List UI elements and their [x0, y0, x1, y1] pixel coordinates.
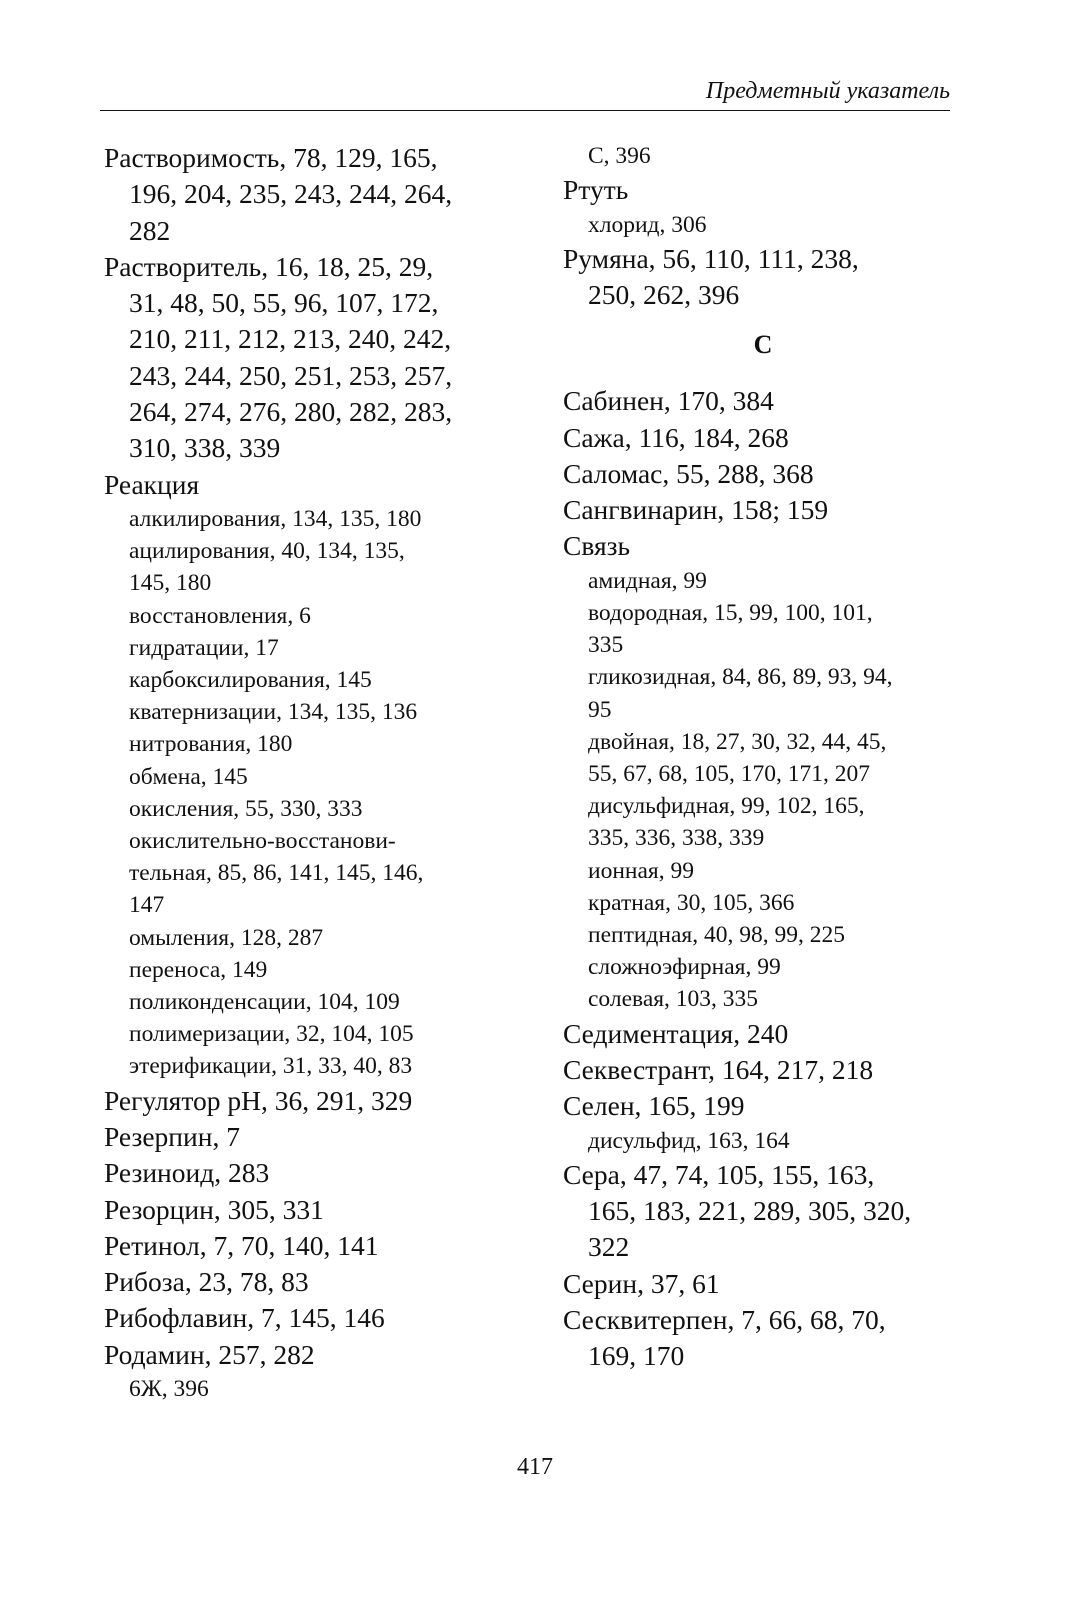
index-entry: Рибоза, 23, 78, 83: [104, 1266, 309, 1298]
index-entry: Сангвинарин, 158; 159: [563, 494, 829, 526]
index-entry: Секвестрант, 164, 217, 218: [563, 1053, 874, 1085]
index-subentry: карбоксилирования, 145: [129, 666, 372, 693]
index-subentry: гликозидная, 84, 86, 89, 93, 94,: [588, 664, 893, 691]
section-letter: С: [753, 330, 773, 360]
index-subentry: ацилирования, 40, 134, 135,: [129, 538, 405, 565]
index-subentry: 335, 336, 338, 339: [588, 825, 765, 852]
index-subentry: 310, 338, 339: [129, 432, 281, 464]
index-entry: Сабинен, 170, 384: [563, 385, 774, 417]
index-entry: Резерпин, 7: [104, 1120, 240, 1152]
index-group-s: [563, 383, 963, 1374]
index-subentry: восстановления, 6: [129, 602, 311, 629]
index-subentry: 264, 274, 276, 280, 282, 283,: [129, 396, 453, 428]
index-entry: Реакция: [104, 468, 200, 500]
index-subentry: солевая, 103, 335: [588, 986, 759, 1013]
index-subentry: 250, 262, 396: [588, 279, 740, 310]
index-subentry: водородная, 15, 99, 100, 101,: [588, 599, 873, 626]
index-subentry: кратная, 30, 105, 366: [588, 889, 795, 916]
index-subentry: окисления, 55, 330, 333: [129, 795, 363, 822]
index-subentry: гидратации, 17: [129, 634, 279, 661]
index-subentry: хлорид, 306: [588, 211, 707, 238]
index-entry: Растворимость, 78, 129, 165,: [104, 142, 438, 173]
index-subentry: ионная, 99: [588, 857, 694, 884]
index-subentry: 147: [129, 892, 165, 919]
index-column-right: [563, 140, 963, 1375]
index-subentry: дисульфид, 163, 164: [588, 1127, 790, 1154]
index-entry: Румяна, 56, 110, 111, 238,: [563, 242, 859, 274]
index-entry: Саломас, 55, 288, 368: [563, 457, 814, 489]
index-subentry: омыления, 128, 287: [129, 924, 324, 951]
running-header: Предметный указатель: [100, 76, 950, 111]
index-subentry: алкилирования, 134, 135, 180: [129, 505, 422, 532]
index-subentry: 322: [588, 1231, 630, 1263]
index-group-r: [563, 140, 963, 313]
index-subentry: 31, 48, 50, 55, 96, 107, 172,: [129, 287, 439, 319]
index-subentry: переноса, 149: [129, 956, 268, 983]
index-subentry: амидная, 99: [588, 567, 707, 594]
index-column-left: [104, 140, 524, 1405]
index-entry: Серин, 37, 61: [563, 1267, 720, 1299]
index-subentry: нитрования, 180: [129, 731, 293, 758]
index-entry: Седиментация, 240: [563, 1017, 789, 1049]
index-entry: Родамин, 257, 282: [104, 1338, 315, 1370]
index-entry: Растворитель, 16, 18, 25, 29,: [104, 250, 434, 282]
index-subentry: сложноэфирная, 99: [588, 954, 781, 981]
page-number: 417: [517, 1454, 553, 1480]
index-subentry: 145, 180: [129, 570, 212, 597]
index-subentry: тельная, 85, 86, 141, 145, 146,: [129, 860, 424, 887]
index-subentry: 196, 204, 235, 243, 244, 264,: [129, 178, 453, 210]
index-subentry: поликонденсации, 104, 109: [129, 989, 400, 1016]
index-subentry: 169, 170: [588, 1340, 685, 1372]
index-entry: Селен, 165, 199: [563, 1090, 745, 1122]
index-subentry: 282: [129, 214, 171, 246]
index-subentry: 243, 244, 250, 251, 253, 257,: [129, 359, 453, 391]
index-entry: Резиноид, 283: [104, 1157, 270, 1189]
index-subentry: двойная, 18, 27, 30, 32, 44, 45,: [588, 728, 887, 755]
index-subentry: 95: [588, 696, 612, 723]
index-entry: Сесквитерпен, 7, 66, 68, 70,: [563, 1303, 886, 1335]
index-entry: Сажа, 116, 184, 268: [563, 421, 789, 453]
index-subentry: обмена, 145: [129, 763, 248, 790]
index-subentry: полимеризации, 32, 104, 105: [129, 1021, 414, 1048]
index-entry: Связь: [563, 530, 631, 562]
index-subentry: 6Ж, 396: [129, 1376, 209, 1402]
index-entry: Резорцин, 305, 331: [104, 1193, 324, 1225]
index-subentry: дисульфидная, 99, 102, 165,: [588, 793, 865, 820]
index-subentry: 210, 211, 212, 213, 240, 242,: [129, 323, 452, 355]
index-entry: Сера, 47, 74, 105, 155, 163,: [563, 1158, 875, 1190]
index-subentry: С, 396: [588, 143, 651, 169]
index-entry: Регулятор pH, 36, 291, 329: [104, 1084, 413, 1116]
index-subentry: кватернизации, 134, 135, 136: [129, 699, 418, 726]
index-subentry: 335: [588, 632, 624, 659]
index-subentry: окислительно-восстанови-: [129, 828, 396, 854]
index-subentry: 55, 67, 68, 105, 170, 171, 207: [588, 761, 870, 787]
index-entry: Рибофлавин, 7, 145, 146: [104, 1302, 385, 1334]
index-entry: Ртуть: [563, 174, 629, 206]
index-subentry: 165, 183, 221, 289, 305, 320,: [588, 1195, 912, 1227]
index-entry: Ретинол, 7, 70, 140, 141: [104, 1229, 379, 1261]
index-subentry: этерификации, 31, 33, 40, 83: [129, 1053, 413, 1080]
index-subentry: пептидная, 40, 98, 99, 225: [588, 922, 845, 949]
